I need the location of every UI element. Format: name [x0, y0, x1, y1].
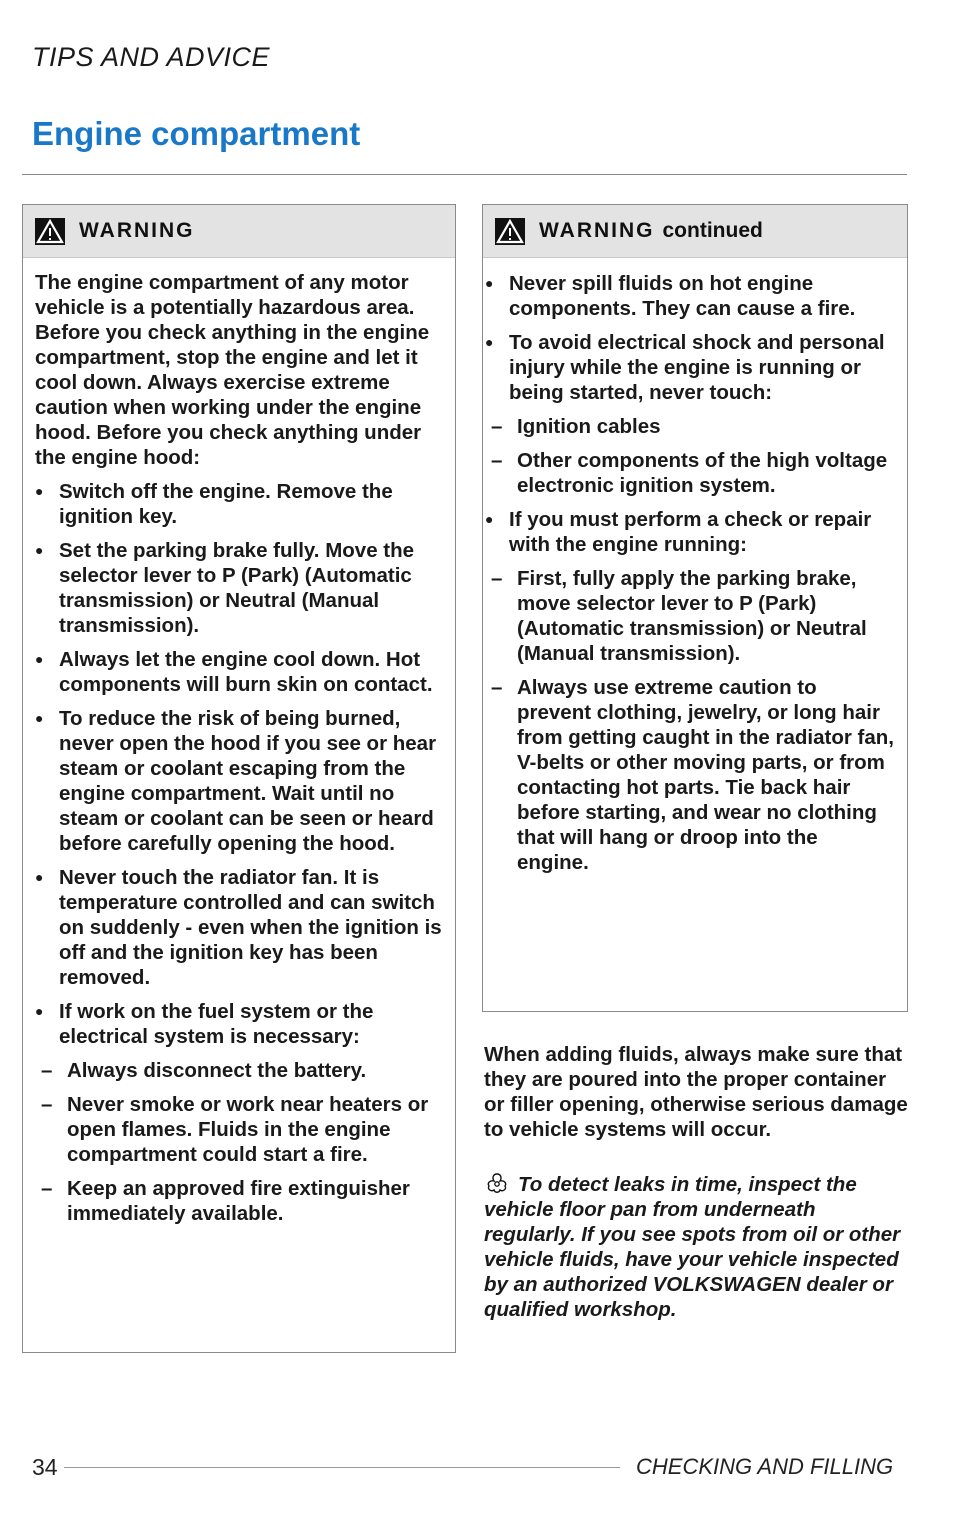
warning-title: WARNING [539, 219, 655, 242]
dash-icon: – [491, 676, 503, 699]
bullet-icon: ● [35, 710, 44, 726]
tip-paragraph [484, 1172, 908, 1322]
bullet-icon: ● [485, 511, 494, 527]
title-divider [22, 174, 907, 175]
fluids-paragraph: When adding fluids, always make sure that they are poured into the proper container or filler opening, otherwise serious damage to vehicle systems will occur. [484, 1043, 908, 1141]
dash-item: – Other components of the high voltage electronic ignition system. [491, 449, 888, 497]
bullet-item: ● If you must perform a check or repair with the engine running: [485, 508, 872, 556]
warning-intro: The engine compartment of any motor vehicle is a potentially hazardous area. Before you check anything in the engine compartment, stop the engine and let it cool down. Always exercise extreme caution when working under the engine hood. Before you check anything under the engine hood: [35, 271, 430, 469]
warning-title: WARNING [79, 219, 195, 242]
tip-text: To detect leaks in time, inspect the vehicle floor pan from underneath regularly. If you see spots from oil or other vehicle fluids, have your vehicle inspected by an authorized VOLKSWAGEN dealer or qualified workshop. [484, 1173, 901, 1321]
warning-triangle-icon [495, 218, 525, 245]
warning-body-continued [483, 258, 907, 875]
dash-item: – Ignition cables [491, 415, 661, 438]
warning-body [23, 258, 455, 1226]
bullet-icon: ● [35, 869, 44, 885]
footer-section-title: CHECKING AND FILLING [636, 1454, 894, 1479]
environment-icon [484, 1172, 510, 1194]
bullet-item: ● Set the parking brake fully. Move the selector lever to P (Park) (Automatic transmission) or Neutral (Manual transmission). [35, 539, 415, 637]
page-number: 34 [32, 1454, 58, 1480]
dash-icon: – [41, 1093, 53, 1116]
dash-item: – Always use extreme caution to prevent clothing, jewelry, or long hair from getting caught in the radiator fan, V-belts or other moving parts, or from contacting hot parts. Tie back hair before starting, and wear no clothing that will hang or droop into the engine. [491, 676, 894, 874]
bullet-icon: ● [35, 483, 44, 499]
dash-icon: – [491, 449, 503, 472]
warning-continued-label: continued [662, 219, 763, 242]
dash-icon: – [41, 1177, 53, 1200]
warning-box-right [482, 204, 908, 1012]
bullet-item: ● If work on the fuel system or the electrical system is necessary: [35, 1000, 374, 1048]
bullet-item: ● Switch off the engine. Remove the ignition key. [35, 480, 393, 528]
dash-icon: – [491, 567, 503, 590]
footer-divider [64, 1467, 620, 1468]
bullet-icon: ● [35, 651, 44, 667]
bullet-icon: ● [485, 334, 494, 350]
bullet-item: ● To avoid electrical shock and personal injury while the engine is running or being started, never touch: [485, 331, 885, 404]
bullet-item: ● To reduce the risk of being burned, never open the hood if you see or hear steam or coolant escaping from the engine compartment. Wait until no steam or coolant can be seen or heard before carefully opening the hood. [35, 707, 437, 855]
warning-box-left [22, 204, 456, 1353]
bullet-item: ● Always let the engine cool down. Hot components will burn skin on contact. [35, 648, 433, 696]
bullet-icon: ● [485, 275, 494, 291]
dash-item: – Always disconnect the battery. [41, 1059, 367, 1082]
page-title: Engine compartment [32, 115, 361, 152]
dash-icon: – [491, 415, 503, 438]
bullet-icon: ● [35, 542, 44, 558]
warning-header [23, 205, 455, 258]
dash-item: – First, fully apply the parking brake, move selector lever to P (Park) (Automatic transmission) or Neutral (Manual transmission). [491, 567, 867, 665]
bullet-item: ● Never touch the radiator fan. It is temperature controlled and can switch on suddenly - even when the ignition is off and the ignition key has been removed. [35, 866, 442, 989]
warning-triangle-icon [35, 218, 65, 245]
section-header: TIPS AND ADVICE [32, 42, 271, 72]
dash-item: – Keep an approved fire extinguisher immediately available. [41, 1177, 410, 1225]
warning-header-continued [483, 205, 907, 258]
dash-item: – Never smoke or work near heaters or open flames. Fluids in the engine compartment could start a fire. [41, 1093, 429, 1166]
bullet-icon: ● [35, 1003, 44, 1019]
dash-icon: – [41, 1059, 53, 1082]
bullet-item: ● Never spill fluids on hot engine components. They can cause a fire. [485, 272, 856, 320]
